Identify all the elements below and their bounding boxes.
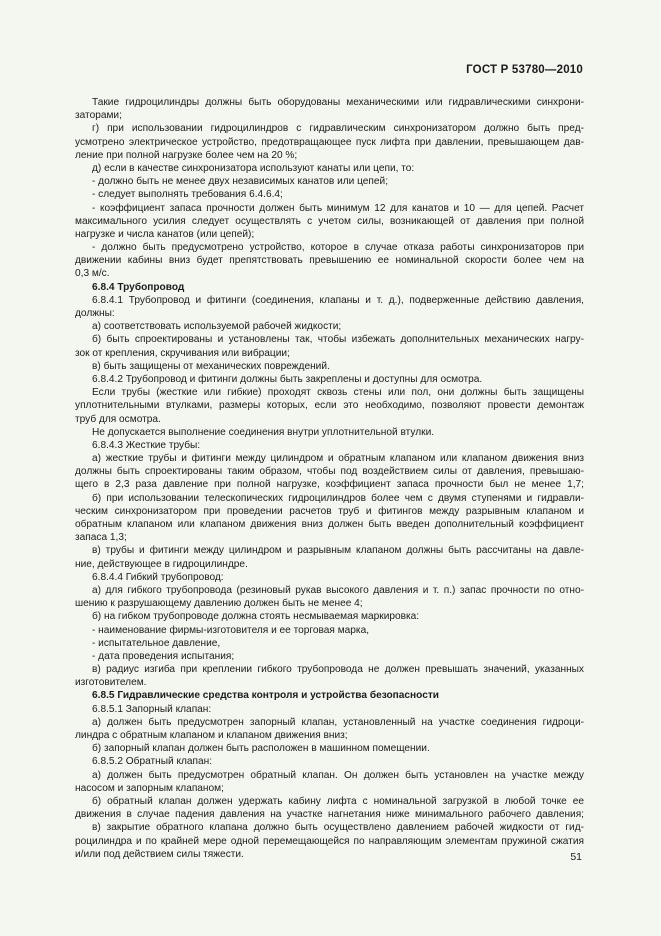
text-line: - должно быть предусмотрено устройство, которое в случае отказа работы синхронизаторов при (92, 242, 584, 254)
text-line: д) если в качестве синхронизатора используют канаты или цепи, то: (92, 162, 415, 174)
document-body (75, 96, 584, 861)
text-line: б) запорный клапан должен быть расположен в машинном помещении. (92, 743, 430, 755)
text-line: - наименование фирмы-изготовителя и ее торговая марка, (92, 624, 370, 636)
text-line: насосом и запорным клапаном; (75, 782, 224, 794)
text-line: линдра с обратным клапаном и клапаном движения вниз; (75, 730, 348, 741)
text-line: а) должен быть предусмотрен обратный клапан. Он должен быть установлен на участке между (92, 769, 584, 781)
text-line: б) при использовании телескопических гидроцилиндров более чем с двумя ступенями и гидравли- (92, 492, 584, 504)
section-heading: 6.8.5 Гидравлические средства контроля и устройства безопасности (92, 690, 440, 702)
text-line: усмотрено электрическое устройство, предотвращающее пуск лифта при давлении, превышающем дав- (75, 136, 584, 148)
text-line: движении кабины вниз будет препятствовать превышению ее номинальной скорости более чем на (75, 255, 584, 267)
text-line: ческим синхронизатором при проведении расчетов труб и фитингов между разрывным клапаном и (75, 505, 584, 517)
text-line: заторами; (75, 110, 122, 122)
text-line: и/или под действием силы тяжести. (75, 848, 244, 860)
text-line: - дата проведения испытания; (92, 650, 235, 662)
text-line: обратным клапаном или клапаном движения вниз должен быть введен дополнительный коэффициент (75, 519, 584, 530)
text-line: движения в случае падения давления на участке нагнетания ниже минимального рабочего давления; (75, 809, 584, 821)
text-line: 6.8.5.2 Обратный клапан: (92, 756, 213, 768)
text-line: ние, действующее в гидроцилиндре. (75, 558, 248, 570)
text-line: уплотнительными втулками, размеры которых, если это необходимо, позволяют провести демонтаж (75, 400, 584, 412)
text-line: - коэффициент запаса прочности должен быть минимум 12 для канатов и 10 — для цепей. Расчет (92, 202, 584, 214)
text-line: труб для осмотра. (75, 413, 161, 425)
text-line: нагрузке и числа канатов (или цепей); (75, 228, 255, 240)
text-line: а) жесткие трубы и фитинги между цилиндром и обратным клапаном или клапаном движения вниз (92, 453, 584, 465)
text-line: изготовителем. (75, 677, 147, 689)
section-heading: 6.8.4 Трубопровод (92, 281, 185, 293)
text-line: в) закрытие обратного клапана должно быть осуществлено давлением рабочей жидкости от гид- (92, 822, 584, 834)
text-line: запаса 1,3; (75, 532, 127, 544)
text-line: а) соответствовать используемой рабочей жидкости; (92, 321, 342, 333)
text-line: - должно быть не менее двух независимых канатов или цепей; (92, 176, 389, 188)
text-line: шению к разрушающему давлению должен быть не менее 4; (75, 598, 363, 610)
text-line: щего в 2,3 раза давление при полной нагрузке, коэффициент запаса прочности был не менее 1,7; (75, 479, 584, 491)
text-line: в) радиус изгиба при креплении гибкого трубопровода не должен превышать значений, указанных (92, 664, 584, 676)
text-line: зок от крепления, скручивания или вибрации; (75, 347, 290, 359)
text-line: - испытательное давление, (92, 637, 221, 649)
text-line: б) на гибком трубопроводе должна стоять несмываемая маркировка: (92, 611, 420, 623)
text-line: а) для гибкого трубопровода (резиновый рукав высокого давления и т. п.) запас прочности по отно- (92, 584, 584, 596)
text-line: Не допускается выполнение соединения внутри уплотнительной втулки. (92, 426, 435, 438)
text-line: б) обратный клапан должен удержать кабину лифта с номинальной загрузкой в любой точке ее (92, 795, 584, 807)
text-line: в) быть защищены от механических повреждений. (92, 360, 330, 372)
page-number: 51 (570, 851, 582, 863)
text-line: г) при использовании гидроцилиндров с гидравлическим синхронизатором должно быть пред- (92, 123, 584, 135)
text-line: максимального усилия следует осуществлять с учетом силы, возникающей от давления при полной (75, 215, 584, 227)
text-line: Если трубы (жесткие или гибкие) проходят сквозь стены или пол, они должны быть защищены (92, 387, 584, 399)
text-line: должны быть спроектированы таким образом, чтобы под воздействием силы от давления, превышаю- (75, 466, 584, 478)
standard-header: ГОСТ Р 53780—2010 (466, 64, 583, 76)
text-line: а) должен быть предусмотрен запорный клапан, установленный на участке соединения гидроци- (92, 716, 584, 728)
text-line: ление при полной нагрузке более чем на 20 %; (75, 149, 298, 161)
text-line: 0,3 м/с. (75, 268, 110, 280)
text-line: роцилиндра и по крайней мере одной перемещающейся по направляющим элементам пружиной сжатия (75, 835, 584, 847)
text-line: б) быть спроектированы и установлены так, чтобы избежать дополнительных механических нагру- (92, 334, 584, 346)
text-line: должны: (75, 308, 115, 319)
text-line: 6.8.5.1 Запорный клапан: (92, 703, 212, 715)
text-line: в) трубы и фитинги между цилиндром и разрывным клапаном должны быть рассчитаны на давле- (92, 545, 584, 557)
text-line: 6.8.4.2 Трубопровод и фитинги должны быть закреплены и доступны для осмотра. (92, 373, 483, 385)
text-line: 6.8.4.1 Трубопровод и фитинги (соединения, клапаны и т. д.), подверженные действию давления, (92, 294, 584, 306)
text-line: - следует выполнять требования 6.4.6.4; (92, 189, 283, 201)
text-line: 6.8.4.3 Жесткие трубы: (92, 439, 201, 451)
text-line: 6.8.4.4 Гибкий трубопровод: (92, 571, 224, 583)
text-line: Такие гидроцилиндры должны быть оборудованы механическими или гидравлическими синхрони- (92, 97, 584, 108)
